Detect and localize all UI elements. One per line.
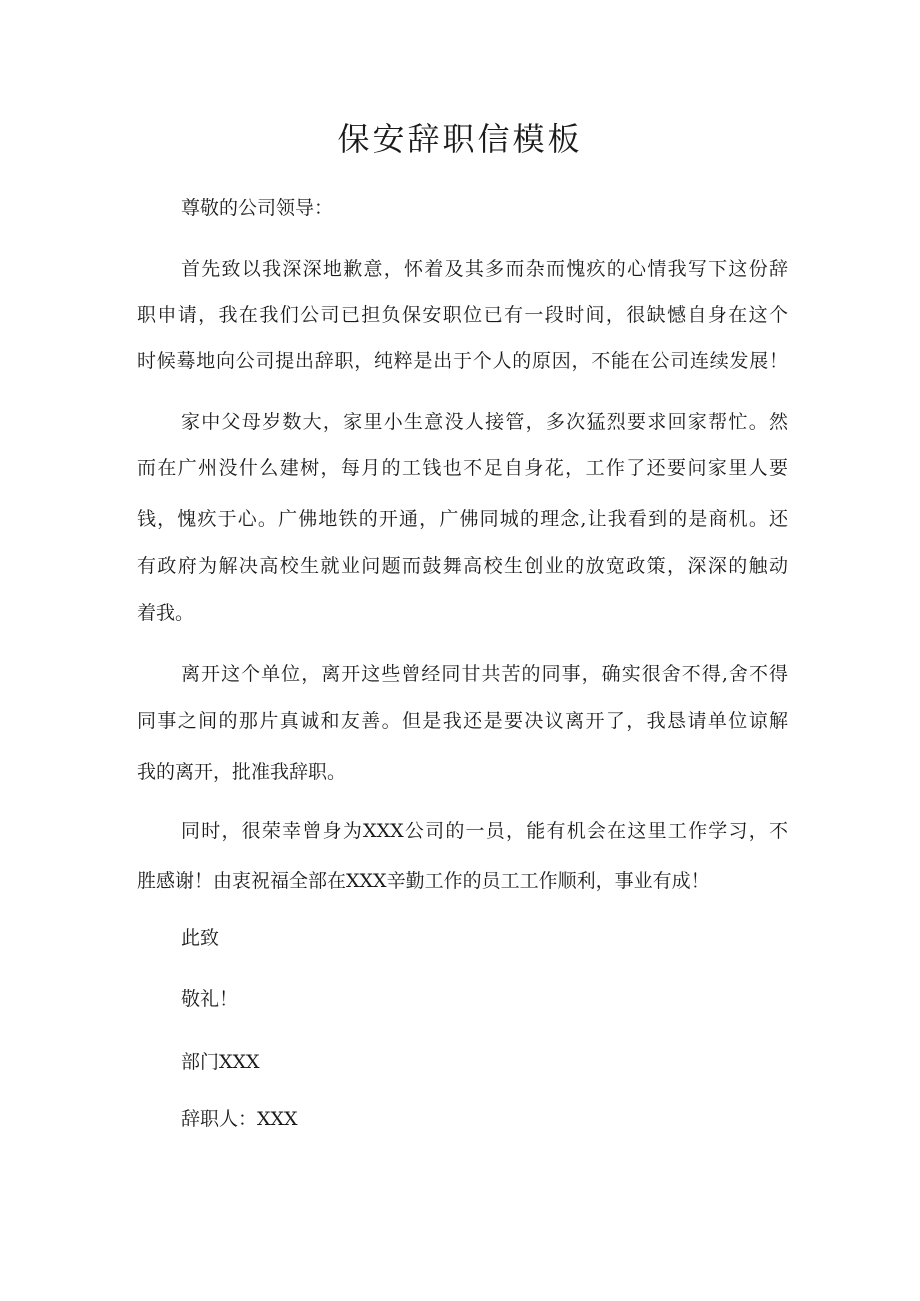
regards: 敬礼！ xyxy=(181,988,239,1010)
paragraph-1-line-1: 首先致以我深深地歉意，怀着及其多而杂而愧疚的心情我写下这份辞 xyxy=(181,258,788,280)
department: 部门XXX xyxy=(181,1051,260,1073)
paragraph-2-line-2: 而在广州没什么建树，每月的工钱也不足自身花，工作了还要问家里人要 xyxy=(137,457,788,479)
document-title: 保安辞职信模板 xyxy=(337,120,583,158)
paragraph-4-line-2: 胜感谢！由衷祝福全部在XXX辛勤工作的员工工作顺利，事业有成！ xyxy=(137,870,710,892)
paragraph-2-line-3: 钱，愧疚于心。广佛地铁的开通，广佛同城的理念,让我看到的是商机。还 xyxy=(137,508,788,530)
paragraph-2-line-4: 有政府为解决高校生就业问题而鼓舞高校生创业的放宽政策，深深的触动 xyxy=(137,555,788,577)
paragraph-1-line-2: 职申请，我在我们公司已担负保安职位已有一段时间，很缺憾自身在这个 xyxy=(137,304,788,326)
closing: 此致 xyxy=(181,927,220,949)
paragraph-3-line-1: 离开这个单位，离开这些曾经同甘共苦的同事，确实很舍不得,舍不得 xyxy=(181,663,788,685)
paragraph-3-line-3: 我的离开，批准我辞职。 xyxy=(137,761,347,783)
paragraph-2-line-1: 家中父母岁数大，家里小生意没人接管，多次猛烈要求回家帮忙。然 xyxy=(181,411,788,433)
paragraph-3-line-2: 同事之间的那片真诚和友善。但是我还是要决议离开了，我恳请单位谅解 xyxy=(137,710,788,732)
paragraph-1-line-3: 时候蓦地向公司提出辞职，纯粹是出于个人的原因，不能在公司连续发展！ xyxy=(137,350,788,372)
paragraph-2-line-5: 着我。 xyxy=(137,602,195,624)
signer: 辞职人：XXX xyxy=(181,1108,298,1130)
salutation: 尊敬的公司领导： xyxy=(181,197,334,219)
paragraph-4-line-1: 同时，很荣幸曾身为XXX公司的一员，能有机会在这里工作学习，不 xyxy=(181,820,788,842)
